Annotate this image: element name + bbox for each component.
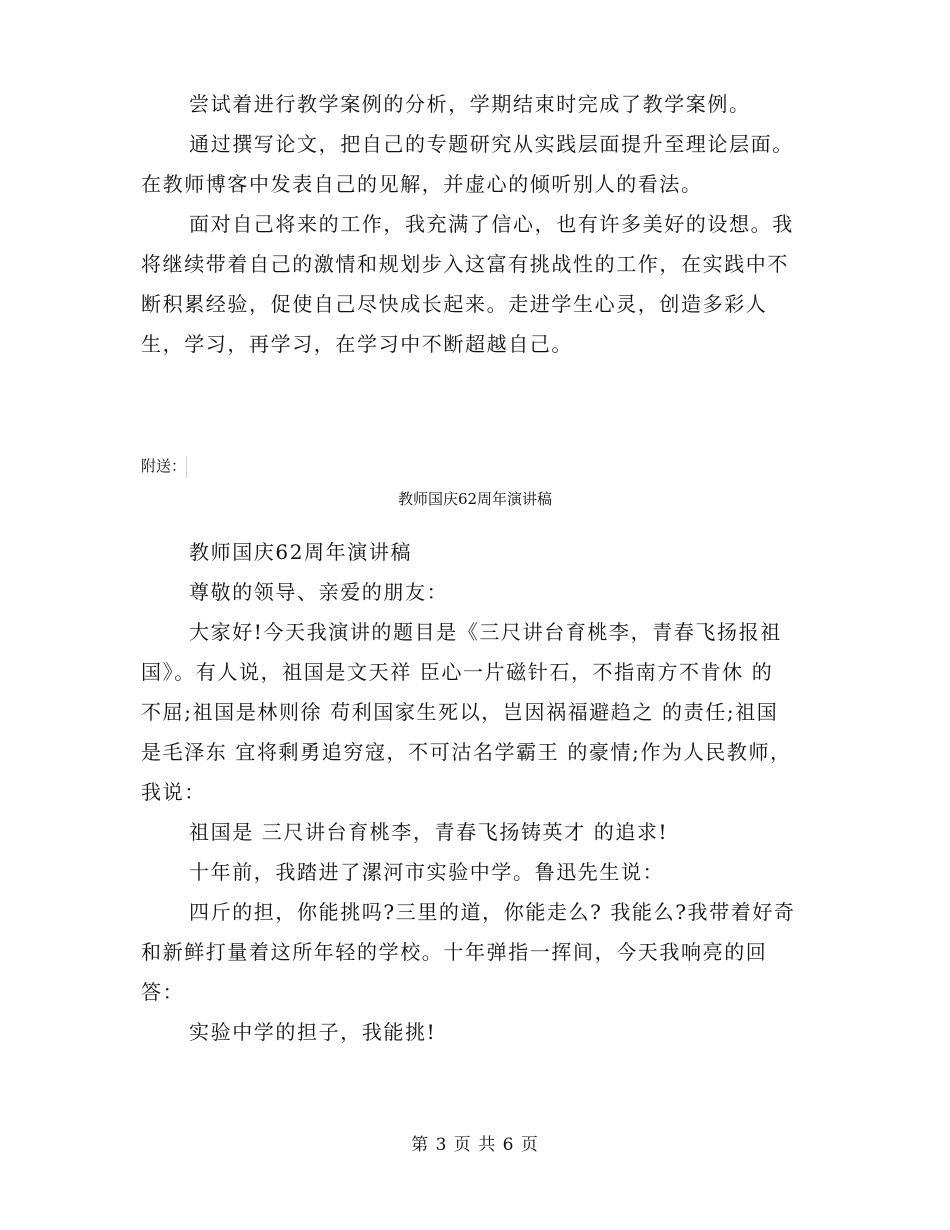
- text-line: 生，学习，再学习，在学习中不断超越自己。: [141, 332, 573, 356]
- closing-paragraphs: [141, 84, 806, 364]
- speech-heading: 教师国庆62周年演讲稿: [189, 540, 413, 564]
- text-line: 不屈;祖国是林则徐 苟利国家生死以，岂因祸福避趋之 的责任;祖国: [141, 700, 779, 724]
- appendix-title: 教师国庆62周年演讲稿: [397, 490, 553, 508]
- text-line: 和新鲜打量着这所年轻的学校。十年弹指一挥间，今天我响亮的回: [141, 940, 768, 964]
- text-line: 尝试着进行教学案例的分析，学期结束时完成了教学案例。: [189, 92, 751, 116]
- text-line: 是毛泽东 宜将剩勇追穷寇，不可沽名学霸王 的豪情;作为人民教师，: [141, 740, 792, 764]
- speech-body: [141, 532, 806, 1052]
- text-line: 断积累经验，促使自己尽快成长起来。走进学生心灵，创造多彩人: [141, 292, 768, 316]
- text-line: 十年前，我踏进了漯河市实验中学。鲁迅先生说：: [189, 860, 665, 884]
- text-line: 大家好!今天我演讲的题目是《三尺讲台育桃李，青春飞扬报祖: [189, 620, 782, 644]
- text-line: 通过撰写论文，把自己的专题研究从实践层面提升至理论层面。: [189, 132, 794, 156]
- text-line: 将继续带着自己的激情和规划步入这富有挑战性的工作，在实践中不: [141, 252, 789, 276]
- speech-greeting: 尊敬的领导、亲爱的朋友：: [189, 580, 449, 604]
- text-line: 我说：: [141, 780, 206, 804]
- text-line: 祖国是 三尺讲台育桃李，青春飞扬铸英才 的追求!: [189, 820, 669, 844]
- text-line: 在教师博客中发表自己的见解，并虚心的倾听别人的看法。: [141, 172, 703, 196]
- cursor-divider: [186, 456, 187, 478]
- text-line: 四斤的担，你能挑吗?三里的道，你能走么? 我能么?我带着好奇: [189, 900, 796, 924]
- appendix-label: 附送：: [141, 457, 187, 475]
- text-line: 国》。有人说，祖国是文天祥 臣心一片磁针石，不指南方不肯休 的: [141, 660, 774, 684]
- text-line: 面对自己将来的工作，我充满了信心，也有许多美好的设想。我: [189, 212, 794, 236]
- page-number: 第 3 页 共 6 页: [411, 1135, 539, 1155]
- text-line: 答：: [141, 980, 185, 1004]
- text-line: 实验中学的担子，我能挑!: [189, 1020, 437, 1044]
